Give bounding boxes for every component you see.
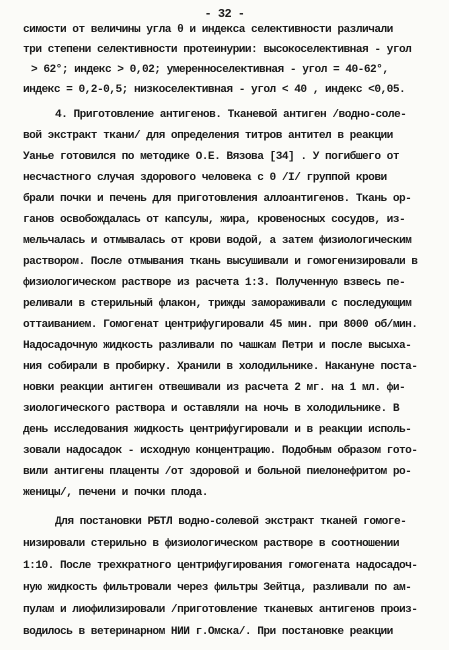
text-line: ния собирали в пробирку. Хранили в холодильнике. Накануне поста- — [23, 361, 418, 373]
text-line: оттаиванием. Гомогенат центрифугировали 45 мин. при 8000 об/мин. — [23, 319, 418, 331]
text-line: ганов освобождалась от капсулы, жира, кровеносных сосудов, из- — [23, 214, 406, 226]
text-line: реливали в стерильный флакон, трижды замораживали с последующим — [23, 298, 412, 310]
text-line: вили антигены плаценты /от здоровой и больной пиелонефритом ро- — [23, 466, 412, 478]
text-line: водилось в ветеринарном НИИ г.Омска/. При постановке реакции — [23, 626, 393, 638]
text-line: Уанье готовился по методике О.Е. Вязова [34] . У погибшего от — [23, 151, 399, 163]
text-line: ную жидкость фильтровали через фильтры Зейтца, разливали по ам- — [23, 582, 412, 594]
text-line: 4. Приготовление антигенов. Тканевой антиген /водно-соле- — [55, 109, 407, 121]
text-line: индекс = 0,2-0,5; низкоселективная - угол < 40 , индекс <0,05. — [23, 84, 406, 96]
text-line: день исследования жидкость центрифугировали и в реакции исполь- — [23, 424, 412, 436]
text-line: 1:10. После трехкратного центрифугирования гомогената надосадоч- — [23, 560, 418, 572]
text-line: зиологического раствора и оставляли на ночь в холодильнике. В — [23, 403, 399, 415]
text-line: новки реакции антиген отвешивали из расчета 2 мг. на 1 мл. фи- — [23, 382, 406, 394]
text-line: раствором. После отмывания ткань высушивали и гомогенизировали в — [23, 256, 418, 268]
text-line: женицы/, печени и почки плода. — [23, 487, 208, 499]
text-line: пулам и лиофилизировали /приготовление тканевых антигенов произ- — [23, 604, 418, 616]
text-line: > 62°; индекс > 0,02; умеренноселективная - угол = 40-62°, — [31, 64, 389, 76]
text-line: мельчалась и отмывалась от крови водой, а затем физиологическим — [23, 235, 412, 247]
page-number: - 32 - — [204, 7, 245, 21]
text-line: низировали стерильно в физиологическом растворе в соотношении — [23, 538, 399, 550]
text-line: брали почки и печень для приготовления аллоантигенов. Ткань ор- — [23, 193, 412, 205]
text-line: несчастного случая здорового человека с 0 /I/ группой крови — [23, 172, 387, 184]
text-line: вой экстракт ткани/ для определения титров антител в реакции — [23, 130, 393, 142]
text-line: зовали надосадок - исходную концентрацию. Подобным образом гото- — [23, 445, 418, 457]
text-line: физиологическом растворе из расчета 1:3. Полученную взвесь пе- — [23, 277, 406, 289]
text-line: три степени селективности протеинурии: высокоселективная - угол — [23, 44, 412, 56]
text-line: симости от величины угла θ и индекса селективности различали — [23, 24, 393, 36]
text-line: Для постановки РБТЛ водно-солевой экстракт тканей гомоге- — [55, 516, 407, 528]
text-line: Надосадочную жидкость разливали по чашкам Петри и после высыха- — [23, 340, 412, 352]
